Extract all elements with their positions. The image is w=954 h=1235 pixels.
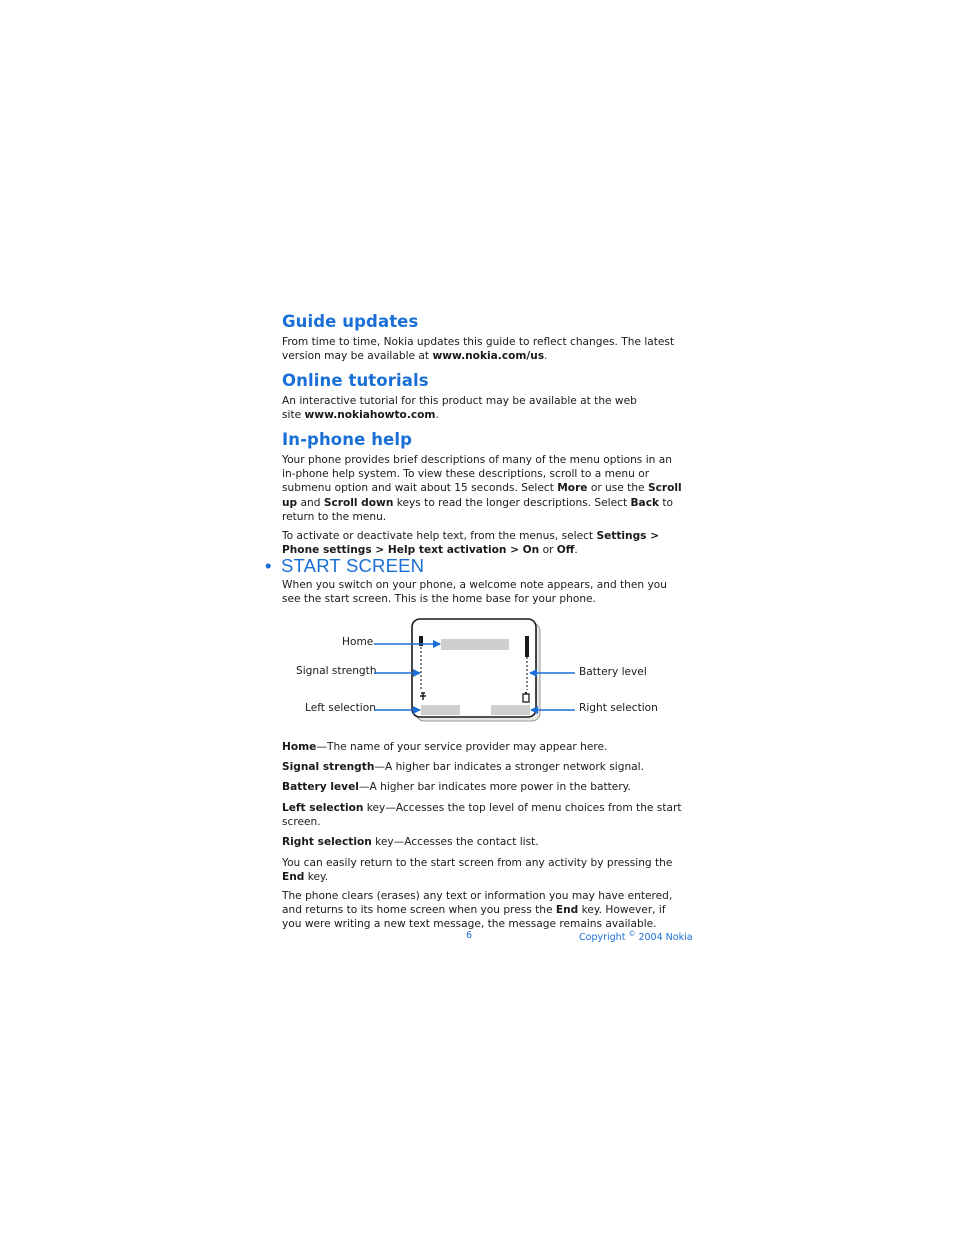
nokiahowto-link: www.nokiahowto.com [304,409,436,422]
definition-item: Home—The name of your service provider may appear here. [282,741,608,753]
definition-item: Left selection key—Accesses the top level of menu choices from the start screen. [282,801,682,828]
label-home: Home [342,636,374,648]
label-signal-strength: Signal strength [296,665,377,677]
guide-updates-paragraph: From time to time, Nokia updates this guide to reflect changes. The latest version may be available at www.nokia.com/us. [282,336,675,363]
copyright: Copyright © 2004 Nokia [579,930,693,944]
label-right-selection: Right selection [579,702,658,714]
guide-updates-heading: Guide updates [282,312,419,331]
definition-item: Signal strength—A higher bar indicates a stronger network signal. [282,761,644,774]
definition-item: Battery level—A higher bar indicates more power in the battery. [282,781,631,794]
clears-paragraph: The phone clears (erases) any text or information you may have entered, and returns to its home screen when you press the End key. However, if you were writing a new text message, the message remains available. [282,889,673,931]
home-name-placeholder [441,639,509,650]
in-phone-help-paragraph-1: Your phone provides brief descriptions of many of the menu options in an in-phone help system. To view these descriptions, scroll to a menu or submenu option and wait about 15 seconds. Select More or use the Scroll up and Scroll down keys to read the longer descriptions. Select Back to return to the menu. [282,454,682,523]
label-battery-level: Battery level [579,666,647,678]
online-tutorials-paragraph: An interactive tutorial for this product may be available at the web site www.nokiahowto.com. [282,395,637,422]
return-paragraph: You can easily return to the start screen from any activity by pressing the End key. [282,857,673,884]
in-phone-help-heading: In-phone help [282,430,413,449]
in-phone-help-paragraph-2: To activate or deactivate help text, from the menus, select Settings > Phone settings > Help text activation > On or Off. [282,530,660,557]
label-left-selection: Left selection [305,702,376,714]
page-number: 6 [466,930,473,941]
online-tutorials-heading: Online tutorials [282,371,429,390]
heading-bullet: • [265,555,272,576]
definitions-list [282,740,682,931]
start-screen-intro: When you switch on your phone, a welcome note appears, and then you see the start screen. This is the home base for your phone. [282,579,667,606]
definition-item: Right selection key—Accesses the contact list. [282,836,539,849]
right-selection-placeholder [491,705,530,715]
nokia-us-link: www.nokia.com/us [432,350,545,363]
left-selection-placeholder [421,705,460,715]
